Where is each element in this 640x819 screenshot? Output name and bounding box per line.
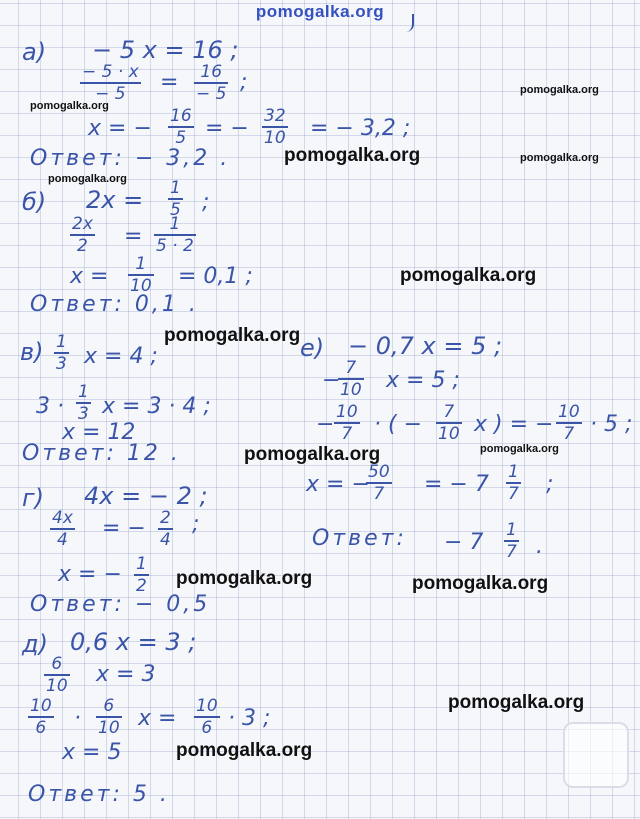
answer-label: Ответ: bbox=[312, 526, 407, 551]
problem-label: в) bbox=[20, 338, 44, 366]
answer-value: − 7 bbox=[444, 530, 484, 555]
pen-scribble bbox=[400, 14, 414, 32]
equation: − 0,7 x = 5 ; bbox=[348, 332, 503, 360]
fraction: $\frac{4x}{4}$ bbox=[52, 508, 73, 550]
fraction: $\frac{2x}{2}$ bbox=[72, 214, 93, 256]
step: x ) = − bbox=[474, 412, 554, 437]
step: − bbox=[322, 368, 341, 393]
problem-label: д) bbox=[22, 630, 48, 658]
watermark: pomogalka.org bbox=[480, 443, 559, 455]
equals-sign: = − bbox=[205, 116, 249, 141]
fraction: $\frac{1}{3}$ bbox=[78, 382, 89, 424]
solution-line: x = − bbox=[88, 116, 152, 141]
fraction: $\frac{7}{10}$ bbox=[438, 402, 460, 444]
equation: 0,6 x = 3 ; bbox=[70, 628, 197, 656]
step: · ( − bbox=[374, 412, 422, 437]
equation: x = 4 ; bbox=[84, 344, 158, 369]
watermark: pomogalka.org bbox=[244, 444, 381, 465]
fraction: $\frac{16}{5}$ bbox=[170, 106, 192, 148]
equation: − 5 x = 16 ; bbox=[92, 36, 239, 64]
step: x = 5 ; bbox=[386, 368, 460, 393]
result: = 0,1 ; bbox=[178, 264, 253, 289]
semicolon: ; bbox=[546, 472, 554, 497]
fraction: $\frac{32}{10}$ bbox=[264, 106, 286, 148]
solution-line: x = bbox=[70, 264, 109, 289]
fraction: $\frac{6}{10}$ bbox=[98, 696, 120, 738]
solution-line: x = 12 bbox=[62, 420, 136, 445]
answer: Ответ: 0,1 . bbox=[30, 292, 199, 317]
step: x = 3 bbox=[96, 662, 156, 687]
fraction: $\frac{10}{7}$ bbox=[336, 402, 358, 444]
fraction: $\frac{10}{6}$ bbox=[30, 696, 52, 738]
watermark: pomogalka.org bbox=[520, 152, 599, 164]
fraction: $\frac{1}{5 \cdot 2}$ bbox=[156, 214, 194, 256]
step: x = 3 · 4 ; bbox=[102, 394, 211, 419]
watermark: pomogalka.org bbox=[448, 692, 585, 713]
watermark: pomogalka.org bbox=[176, 568, 313, 589]
problem-label: е) bbox=[300, 334, 325, 362]
solution-line: x = − bbox=[58, 562, 122, 587]
dot: · bbox=[74, 706, 81, 731]
fraction: $\frac{2}{4}$ bbox=[160, 508, 171, 550]
fraction: $\frac{10}{7}$ bbox=[558, 402, 580, 444]
equals-sign: x = bbox=[138, 706, 177, 731]
problem-label: а) bbox=[22, 38, 47, 66]
problem-label: г) bbox=[22, 484, 44, 512]
fraction: $\frac{1}{10}$ bbox=[130, 254, 152, 296]
answer: Ответ: 5 . bbox=[28, 782, 170, 807]
watermark: pomogalka.org bbox=[400, 265, 537, 286]
fraction: $\frac{16}{- 5}$ bbox=[196, 62, 227, 104]
fraction: $\frac{1}{2}$ bbox=[136, 554, 147, 596]
answer: Ответ: − 3,2 . bbox=[30, 146, 231, 171]
watermark: pomogalka.org bbox=[48, 173, 127, 185]
corner-box bbox=[563, 722, 629, 788]
step: 3 · bbox=[36, 394, 64, 419]
equals-sign: = bbox=[124, 224, 143, 249]
problem-label: б) bbox=[22, 188, 47, 216]
solution-line: x = − bbox=[306, 472, 370, 497]
step: − bbox=[316, 412, 335, 437]
fraction: $\frac{- 5 \cdot x}{- 5}$ bbox=[82, 62, 139, 104]
watermark: pomogalka.org bbox=[284, 145, 421, 166]
equation: 2x = bbox=[86, 186, 144, 214]
solution-line: x = 5 bbox=[62, 740, 122, 765]
semicolon: ; bbox=[202, 190, 210, 215]
fraction: $\frac{1}{3}$ bbox=[56, 332, 67, 374]
fraction: $\frac{7}{10}$ bbox=[340, 358, 362, 400]
watermark: pomogalka.org bbox=[176, 740, 313, 761]
answer: Ответ: − 0,5 bbox=[30, 592, 211, 617]
site-header: pomogalka.org bbox=[255, 2, 385, 21]
fraction: $\frac{1}{7}$ bbox=[508, 462, 519, 504]
result: = − 3,2 ; bbox=[310, 116, 411, 141]
watermark: pomogalka.org bbox=[520, 84, 599, 96]
fraction: $\frac{1}{5}$ bbox=[170, 178, 181, 220]
fraction: $\frac{50}{7}$ bbox=[368, 462, 390, 504]
step: = − 7 bbox=[424, 472, 489, 497]
watermark: pomogalka.org bbox=[412, 573, 549, 594]
fraction: $\frac{10}{6}$ bbox=[196, 696, 218, 738]
semicolon: ; bbox=[240, 70, 248, 95]
answer: Ответ: 12 . bbox=[22, 441, 181, 466]
step: · 3 ; bbox=[228, 706, 271, 731]
watermark: pomogalka.org bbox=[30, 100, 109, 112]
period: . bbox=[536, 534, 543, 559]
semicolon: ; bbox=[192, 512, 200, 537]
equation: 4x = − 2 ; bbox=[84, 482, 208, 510]
fraction: $\frac{6}{10}$ bbox=[46, 654, 68, 696]
fraction: $\frac{1}{7}$ bbox=[506, 520, 517, 562]
step: · 5 ; bbox=[590, 412, 633, 437]
watermark: pomogalka.org bbox=[164, 325, 301, 346]
equals-sign: = bbox=[160, 70, 179, 95]
equals-sign: = − bbox=[102, 516, 146, 541]
